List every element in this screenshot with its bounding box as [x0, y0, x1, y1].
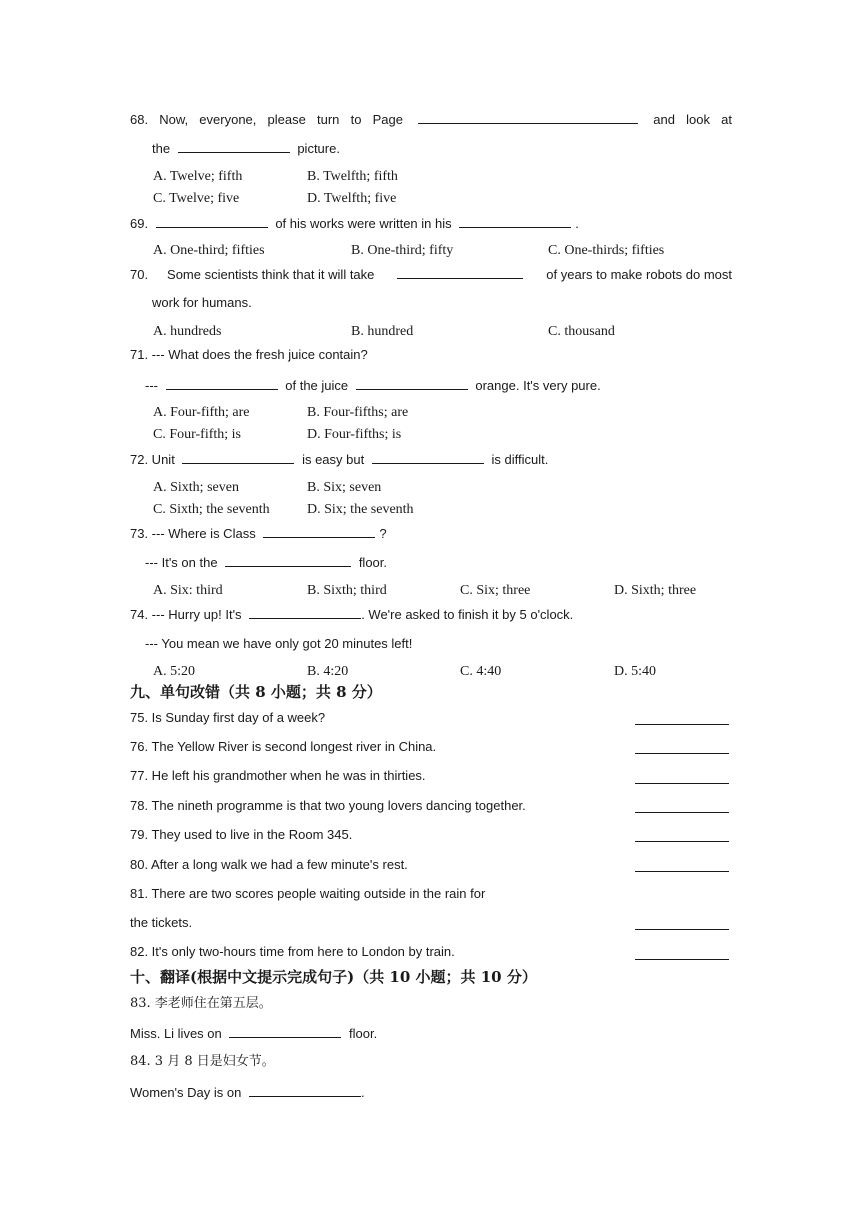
q70-line1 [130, 265, 732, 284]
q68-line1 [130, 110, 732, 129]
correction-82: 82. It's only two-hours time from here to London by train. [130, 944, 455, 959]
q73-text: ? [379, 526, 387, 541]
q83-blank[interactable] [229, 1024, 341, 1038]
section-9-heading: 九、单句改错（共 8 小题；共 8 分） [130, 683, 382, 701]
q74-line1 [130, 605, 573, 624]
q71-option-b[interactable]: B. Four-fifths; are [307, 405, 409, 420]
q69-text: of his works were written in his [275, 216, 452, 231]
q73-text: 73. --- Where is Class [130, 526, 256, 541]
q68-option-b[interactable]: B. Twelfth; fifth [307, 169, 398, 184]
q71-blank-1[interactable] [166, 376, 278, 390]
q70-blank[interactable] [397, 265, 523, 279]
q68-text: picture. [297, 141, 340, 156]
q73-blank-2[interactable] [225, 553, 351, 567]
q68-blank-2[interactable] [178, 139, 290, 153]
q74-text: 74. --- Hurry up! It's [130, 607, 242, 622]
q68-word: to [350, 112, 362, 127]
q70-text: of years to make robots do most [546, 267, 732, 282]
q70-number: 70. [130, 267, 149, 282]
q68-option-c[interactable]: C. Twelve; five [153, 191, 240, 206]
q73-option-a[interactable]: A. Six: third [153, 583, 223, 598]
q73-option-d[interactable]: D. Sixth; three [614, 583, 697, 598]
q69-blank-2[interactable] [459, 214, 571, 228]
q68-word: please [267, 112, 306, 127]
q72-option-d[interactable]: D. Six; the seventh [307, 502, 414, 517]
q69-number: 69. [130, 216, 149, 231]
q74-option-b[interactable]: B. 4:20 [307, 664, 349, 679]
q70-text: Some scientists think that it will take [167, 267, 375, 282]
q71-text: of the juice [285, 378, 349, 393]
q69-option-b[interactable]: B. One-third; fifty [351, 243, 454, 258]
q73-option-b[interactable]: B. Sixth; third [307, 583, 387, 598]
answer-line-81[interactable] [635, 929, 729, 930]
q72-blank-2[interactable] [372, 450, 484, 464]
q71-text: orange. It's very pure. [475, 378, 601, 393]
q74-line2: --- You mean we have only got 20 minutes left! [145, 636, 413, 651]
q70-option-b[interactable]: B. hundred [351, 324, 414, 339]
q83-text: Miss. Li lives on [130, 1026, 222, 1041]
answer-line-76[interactable] [635, 753, 729, 754]
correction-81: 81. There are two scores people waiting outside in the rain for [130, 886, 486, 901]
q84-chinese: 84. 3 月 8 日是妇女节。 [130, 1054, 275, 1069]
section-10-heading: 十、翻译(根据中文提示完成句子)（共 10 小题；共 10 分） [130, 968, 537, 986]
q74-blank[interactable] [249, 605, 361, 619]
q68-number: 68. [130, 112, 149, 127]
correction-76: 76. The Yellow River is second longest river in China. [130, 739, 437, 754]
correction-80: 80. After a long walk we had a few minute's rest. [130, 857, 408, 872]
q69-option-a[interactable]: A. One-third; fifties [153, 243, 265, 258]
q71-option-d[interactable]: D. Four-fifths; is [307, 427, 402, 442]
q68-word: and [653, 112, 675, 127]
q68-line2 [152, 139, 340, 158]
correction-78: 78. The nineth programme is that two young lovers dancing together. [130, 798, 526, 813]
answer-line-78[interactable] [635, 812, 729, 813]
q69-text: . [575, 216, 579, 231]
q72-text: 72. Unit [130, 452, 175, 467]
q71-line2 [145, 376, 601, 395]
q72-text: is difficult. [491, 452, 549, 467]
q68-word: look [686, 112, 710, 127]
answer-line-79[interactable] [635, 841, 729, 842]
q83-line [130, 1024, 377, 1043]
q70-line2: work for humans. [152, 295, 252, 310]
q71-text: --- [145, 378, 158, 393]
q83-text: floor. [349, 1026, 378, 1041]
q73-text: floor. [358, 555, 387, 570]
q73-option-c[interactable]: C. Six; three [460, 583, 531, 598]
answer-line-75[interactable] [635, 724, 729, 725]
q74-option-a[interactable]: A. 5:20 [153, 664, 195, 679]
correction-79: 79. They used to live in the Room 345. [130, 827, 353, 842]
q84-text: . [360, 1085, 365, 1100]
q83-chinese: 83. 李老师住在第五层。 [130, 996, 272, 1011]
q72-blank-1[interactable] [182, 450, 294, 464]
q73-blank-1[interactable] [263, 524, 375, 538]
correction-77: 77. He left his grandmother when he was in thirties. [130, 768, 426, 783]
correction-81-cont: the tickets. [130, 915, 193, 930]
q70-option-a[interactable]: A. hundreds [153, 324, 222, 339]
q74-option-c[interactable]: C. 4:40 [460, 664, 502, 679]
q72-option-a[interactable]: A. Sixth; seven [153, 480, 239, 495]
q73-text: --- It's on the [145, 555, 218, 570]
q71-option-c[interactable]: C. Four-fifth; is [153, 427, 241, 442]
q71-line1: 71. --- What does the fresh juice contain? [130, 347, 368, 362]
q72-line [130, 450, 548, 469]
q68-text: the [152, 141, 171, 156]
q68-word: Page [372, 112, 403, 127]
answer-line-82[interactable] [635, 959, 729, 960]
q73-line2 [145, 553, 387, 572]
q68-option-d[interactable]: D. Twelfth; five [307, 191, 397, 206]
q72-option-b[interactable]: B. Six; seven [307, 480, 382, 495]
q68-word: at [721, 112, 732, 127]
q69-line [130, 214, 579, 233]
q84-blank[interactable] [249, 1083, 361, 1097]
q72-option-c[interactable]: C. Sixth; the seventh [153, 502, 270, 517]
q74-option-d[interactable]: D. 5:40 [614, 664, 656, 679]
q68-option-a[interactable]: A. Twelve; fifth [153, 169, 243, 184]
q84-line [130, 1083, 365, 1102]
answer-line-80[interactable] [635, 871, 729, 872]
answer-line-77[interactable] [635, 783, 729, 784]
q68-word: Now, [159, 112, 189, 127]
q84-text: Women's Day is on [130, 1085, 242, 1100]
q71-blank-2[interactable] [356, 376, 468, 390]
q73-line1 [130, 524, 387, 543]
q68-blank-1[interactable] [418, 110, 638, 124]
q71-option-a[interactable]: A. Four-fifth; are [153, 405, 250, 420]
q74-text: . We're asked to finish it by 5 o'clock. [361, 607, 574, 622]
q69-option-c[interactable]: C. One-thirds; fifties [548, 243, 665, 258]
q72-text: is easy but [302, 452, 365, 467]
q68-word: turn [317, 112, 340, 127]
q70-option-c[interactable]: C. thousand [548, 324, 615, 339]
correction-75: 75. Is Sunday first day of a week? [130, 710, 326, 725]
q68-word: everyone, [199, 112, 257, 127]
q69-blank-1[interactable] [156, 214, 268, 228]
